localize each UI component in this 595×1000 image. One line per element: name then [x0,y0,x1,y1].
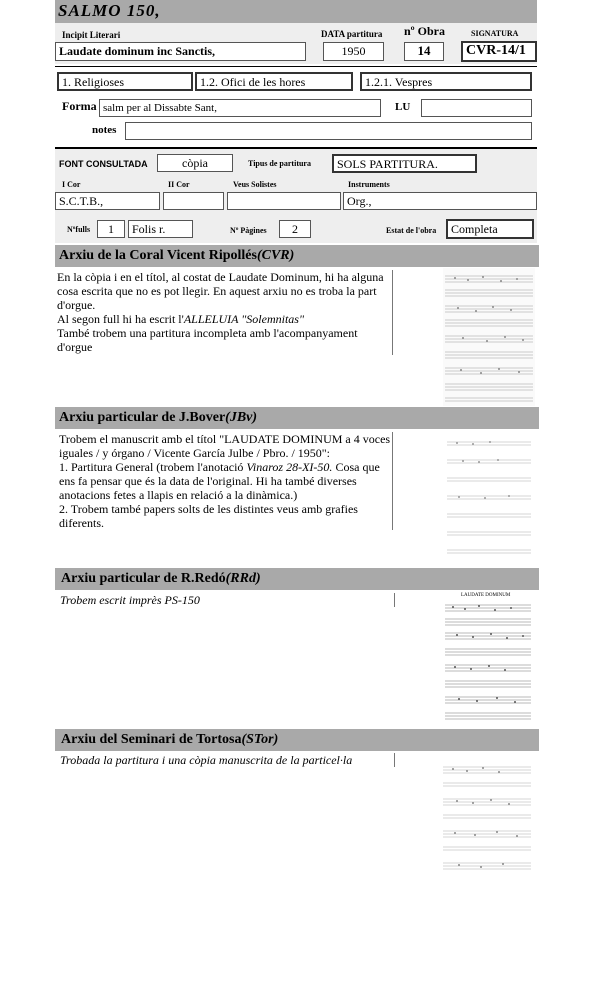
estat-field[interactable]: Completa [446,219,534,239]
instruments-label: Instruments [348,180,390,189]
section-jbv-name: Arxiu particular de J.Bover [59,410,226,425]
text-line [59,460,394,474]
section-stor-abbr: (STor) [241,732,279,747]
pagines-field[interactable]: 2 [279,220,311,238]
score-image [439,753,535,881]
veus-label: Veus Solistes [233,180,277,189]
score-thumbnail[interactable] [441,591,535,725]
iicor-field[interactable] [163,192,224,210]
fulls-label: Nºfulls [67,225,91,234]
text-line: També trobem una partitura incompleta amb l'acompanyament [57,326,358,340]
divider [394,753,395,767]
signatura-label: SIGNATURA [471,29,519,38]
section-stor-name: Arxiu del Seminari de Tortosa [61,732,242,747]
score-image [443,430,535,568]
divider [392,270,393,355]
category-3-field[interactable]: 1.2.1. Vespres [360,72,532,91]
text-italic: ALLELUIA "Solemnitas" [183,312,305,326]
score-image [441,591,535,725]
section-jbv-text [59,432,394,530]
notes-field[interactable] [125,122,532,140]
page-title: SALMO 150, [58,1,161,20]
section-cvr-abbr: (CVR) [256,248,295,263]
text-line: anotacions fetes a llapis en relació a la dinàmica.) [59,488,298,502]
text-line: 2. Trobem també papers solts de les distintes veus amb grafies [59,502,358,516]
section-jbv-title [59,410,257,426]
score-image [443,268,535,406]
tipus-field[interactable]: SOLS PARTITURA. [332,154,477,173]
text-line: En la còpia i en el títol, al costat de Laudate Dominum, hi ha alguna [57,270,384,284]
text-span: Cosa que [332,460,380,474]
icor-label: I Cor [62,180,81,189]
incipit-field[interactable]: Laudate dominum inc Sanctis, [55,42,306,61]
instruments-field[interactable]: Org., [343,192,537,210]
forma-field[interactable]: salm per al Dissabte Sant, [99,99,381,117]
text-line [57,312,392,326]
text-line: iguales / y órgano / Vicente García Julbe / Pbro. / 1950": [59,446,331,460]
iicor-label: II Cor [168,180,190,189]
score-thumbnail[interactable] [443,430,535,568]
text-line: cosa escrita que no es pot llegir. En aquest arxiu no es troba la part [57,284,377,298]
font-consultada-label: FONT CONSULTADA [59,159,148,169]
font-consultada-field[interactable]: còpia [157,154,233,172]
section-cvr-title [59,248,294,264]
lu-label: LU [395,101,411,113]
section-cvr-text [57,270,392,354]
text-span: Al segon full hi ha escrit l' [57,312,184,326]
text-line: d'orgue. [57,298,96,312]
category-2-field[interactable]: 1.2. Ofici de les hores [195,72,353,91]
category-1-field[interactable]: 1. Religioses [57,72,193,91]
divider [392,432,393,530]
fulls-field[interactable]: 1 [97,220,125,238]
pagines-label: Nº Pàgines [230,226,267,235]
score-thumbnail[interactable] [439,753,535,881]
estat-label: Estat de l'obra [386,226,437,235]
incipit-label: Incipit Literari [62,30,121,40]
notes-label: notes [92,124,117,136]
thumbnail-heading: LAUDATE DOMINUM [461,593,511,598]
data-label: DATA partitura [321,29,383,39]
icor-field[interactable]: S.C.T.B., [55,192,160,210]
score-thumbnail[interactable] [443,268,535,406]
section-stor-title [61,732,278,748]
tipus-label: Tipus de partitura [248,159,311,168]
obra-label: nº Obra [404,24,445,38]
lu-field[interactable] [421,99,532,117]
obra-field[interactable]: 14 [404,42,444,61]
signatura-field[interactable]: CVR-14/1 [461,41,537,62]
text-span: 1. Partitura General (trobem l'anotació [59,460,247,474]
section-jbv-abbr: (JBv) [225,410,258,425]
folis-field[interactable]: Folis r. [128,220,193,238]
text-italic: Vinaroz 28-XI-50. [246,460,333,474]
text-line: ens fa pensar que és la data de l'original. Hi ha també diverses [59,474,357,488]
section-stor-text: Trobada la partitura i una còpia manuscrita de la particel·la [60,753,353,767]
section-rrd-name: Arxiu particular de R.Redó [61,571,226,586]
forma-label: Forma [62,99,97,113]
divider [394,593,395,607]
text-line: Trobem el manuscrit amb el títol "LAUDATE DOMINUM a 4 voces [59,432,391,446]
section-rrd-abbr: (RRd) [225,571,261,586]
veus-field[interactable] [227,192,341,210]
data-field[interactable]: 1950 [323,42,384,61]
section-rrd-title [61,571,261,587]
text-line: diferents. [59,516,104,530]
section-cvr-name: Arxiu de la Coral Vicent Ripollés [59,248,257,263]
text-line: d'orgue [57,340,93,354]
section-rrd-text: Trobem escrit imprès PS-150 [60,593,200,607]
